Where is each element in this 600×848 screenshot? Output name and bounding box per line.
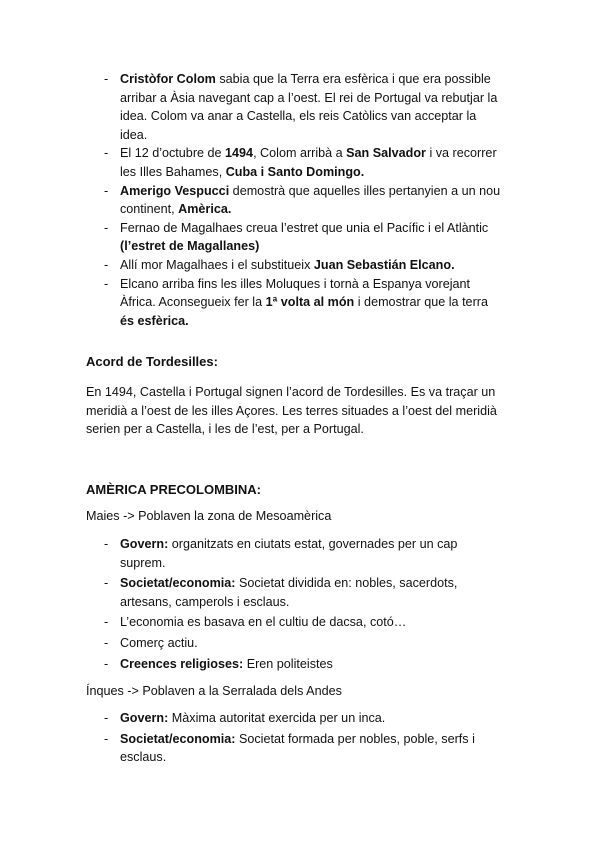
rich-text	[120, 277, 488, 328]
list-item	[0, 613, 600, 632]
list-item	[0, 144, 600, 181]
list-item	[0, 256, 600, 275]
list-item	[0, 182, 600, 219]
text: Elcano arriba fins les illes Moluques i tornà a Espanya vorejant Àfrica. Aconsegueix fer la	[120, 276, 471, 310]
bold-text: 1494	[225, 146, 254, 161]
bold-text: (l’estret de Magallanes)	[120, 239, 260, 254]
list-item	[0, 219, 600, 256]
bold-text: Societat/economia:	[120, 731, 236, 746]
rich-text	[120, 657, 333, 671]
america-heading: AMÈRICA PRECOLOMBINA:	[86, 482, 262, 497]
text: Allí mor Magalhaes i el substitueix	[120, 257, 314, 272]
bold-text: Govern:	[120, 711, 169, 725]
bold-text: 1ª volta al món	[265, 295, 355, 310]
text: Fernao de Magalhaes creua l’estret que unia el Pacífic i el Atlàntic	[120, 220, 489, 235]
text: organitzats en ciutats estat, governades per un cap suprem.	[120, 537, 458, 570]
bold-text: Cristòfor Colom	[120, 72, 216, 86]
maies-list	[0, 535, 600, 675]
rich-text	[120, 72, 497, 142]
list-item	[0, 574, 600, 611]
list-item	[0, 634, 600, 653]
rich-text	[120, 576, 457, 609]
bold-text: Cuba i Santo Domingo.	[225, 164, 365, 179]
rich-text	[120, 221, 488, 254]
text: L’economia es basava en el cultiu de dacsa, cotó…	[120, 615, 407, 630]
text: Màxima autoritat exercida per un inca.	[168, 711, 386, 725]
list-item	[0, 275, 600, 331]
text: Societat dividida en: nobles, sacerdots, artesans, camperols i esclaus.	[120, 576, 458, 609]
bold-text: Govern:	[120, 537, 169, 551]
bold-text: Creences religioses:	[120, 656, 244, 671]
bold-text: Juan Sebastián Elcano.	[313, 257, 455, 272]
list-item	[0, 730, 600, 767]
bold-text: és esfèrica.	[120, 313, 189, 328]
list-item	[0, 70, 600, 144]
rich-text	[120, 636, 198, 650]
text: Societat formada per nobles, poble, serfs i esclaus.	[120, 731, 475, 765]
list-item	[0, 709, 600, 728]
rich-text	[120, 537, 457, 570]
tordesilles-paragraph: En 1494, Castella i Portugal signen l’acord de Tordesilles. Es va traçar un meridià a l’oest de les illes Açores. Les terres situades a l’oest del meridià serien per a Castella, i les de l’est, per a Portugal.	[86, 385, 497, 437]
maies-line: Maies -> Poblaven la zona de Mesoamèrica	[86, 509, 332, 523]
rich-text	[120, 146, 497, 179]
text: demostrà que aquelles illes pertanyien a un nou continent,	[120, 183, 501, 217]
rich-text	[120, 732, 475, 765]
bold-text: Amèrica.	[178, 202, 232, 217]
discoveries-list	[0, 70, 600, 330]
inques-list	[0, 709, 600, 769]
rich-text	[120, 184, 500, 217]
rich-text	[120, 711, 385, 725]
list-item	[0, 535, 600, 572]
text: , Colom arribà a	[253, 146, 347, 161]
text: i demostrar que la terra	[354, 295, 488, 310]
rich-text	[120, 615, 406, 629]
text: i va recorrer les Illes Bahames,	[120, 146, 497, 179]
bold-text: San Salvador	[346, 146, 426, 161]
tordesilles-heading: Acord de Tordesilles:	[86, 354, 218, 369]
text: Comerç actiu.	[120, 635, 198, 650]
bold-text: Societat/economia:	[120, 576, 236, 591]
rich-text	[120, 258, 455, 272]
text: sabia que la Terra era esfèrica i que era possible arribar a Àsia navegant cap a l’oest. El rei de Portugal va rebutjar la idea. Colom va anar a Castella, els reis Catòlics van acceptar la idea.	[120, 72, 498, 142]
text: Eren politeistes	[243, 656, 333, 671]
inques-line: Ínques -> Poblaven a la Serralada dels Andes	[86, 684, 342, 698]
text: El 12 d’octubre de	[120, 146, 226, 161]
list-item	[0, 655, 600, 674]
bold-text: Amerigo Vespucci	[120, 183, 230, 198]
